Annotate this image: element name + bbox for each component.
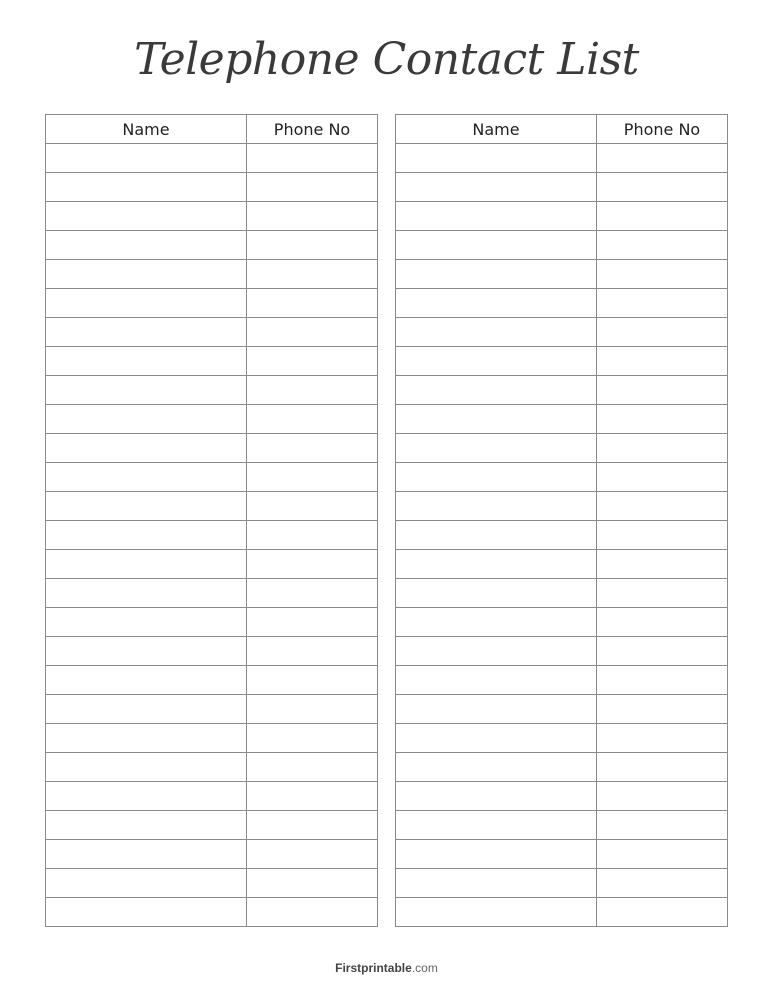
phone-cell[interactable]: [597, 840, 728, 869]
name-cell[interactable]: [46, 463, 247, 492]
name-cell[interactable]: [46, 898, 247, 927]
name-cell[interactable]: [396, 898, 597, 927]
phone-cell[interactable]: [247, 289, 378, 318]
table-row: [396, 463, 728, 492]
phone-cell[interactable]: [597, 782, 728, 811]
phone-cell[interactable]: [247, 753, 378, 782]
name-cell[interactable]: [396, 637, 597, 666]
table-row: [46, 492, 378, 521]
footer-brand: [0, 961, 773, 975]
table-row: [396, 260, 728, 289]
phone-cell[interactable]: [597, 463, 728, 492]
table-row: [396, 492, 728, 521]
table-body: [46, 144, 378, 927]
name-cell[interactable]: [46, 869, 247, 898]
name-cell[interactable]: [46, 144, 247, 173]
phone-cell[interactable]: [247, 666, 378, 695]
phone-column-header: Phone No: [597, 115, 728, 144]
phone-cell[interactable]: [597, 637, 728, 666]
phone-cell[interactable]: [247, 579, 378, 608]
table-row: [396, 144, 728, 173]
name-cell[interactable]: [46, 434, 247, 463]
name-cell[interactable]: [46, 782, 247, 811]
table-row: [46, 666, 378, 695]
phone-cell[interactable]: [247, 144, 378, 173]
phone-cell[interactable]: [597, 231, 728, 260]
phone-cell[interactable]: [597, 753, 728, 782]
name-cell[interactable]: [396, 173, 597, 202]
name-cell[interactable]: [396, 434, 597, 463]
table-row: [46, 840, 378, 869]
table-row: [46, 753, 378, 782]
phone-cell[interactable]: [597, 695, 728, 724]
table-row: [396, 753, 728, 782]
phone-cell[interactable]: [597, 405, 728, 434]
phone-cell[interactable]: [597, 521, 728, 550]
name-cell[interactable]: [396, 376, 597, 405]
name-cell[interactable]: [46, 550, 247, 579]
phone-cell[interactable]: [597, 724, 728, 753]
name-cell[interactable]: [46, 260, 247, 289]
phone-cell[interactable]: [597, 579, 728, 608]
table-row: [46, 173, 378, 202]
table-row: [46, 782, 378, 811]
table-row: [396, 202, 728, 231]
table-row: [46, 521, 378, 550]
name-cell[interactable]: [396, 550, 597, 579]
name-cell[interactable]: [396, 811, 597, 840]
phone-cell[interactable]: [247, 782, 378, 811]
header-row: [46, 115, 378, 144]
table-row: [396, 376, 728, 405]
phone-cell[interactable]: [247, 347, 378, 376]
name-cell[interactable]: [46, 608, 247, 637]
footer-brand-tld: .com: [411, 961, 438, 975]
name-cell[interactable]: [396, 724, 597, 753]
table-row: [396, 231, 728, 260]
phone-cell[interactable]: [247, 202, 378, 231]
table-row: [46, 318, 378, 347]
name-cell[interactable]: [396, 521, 597, 550]
phone-cell[interactable]: [597, 202, 728, 231]
name-cell[interactable]: [46, 173, 247, 202]
table-row: [396, 695, 728, 724]
name-cell[interactable]: [396, 666, 597, 695]
table-row: [46, 260, 378, 289]
phone-cell[interactable]: [247, 869, 378, 898]
name-cell[interactable]: [46, 521, 247, 550]
table-row: [396, 173, 728, 202]
table-row: [396, 724, 728, 753]
table-row: [396, 608, 728, 637]
name-cell[interactable]: [46, 231, 247, 260]
phone-cell[interactable]: [247, 637, 378, 666]
phone-cell[interactable]: [247, 434, 378, 463]
table-row: [396, 869, 728, 898]
table-row: [396, 405, 728, 434]
page-title: Telephone Contact List: [134, 34, 639, 85]
table-row: [46, 202, 378, 231]
table-row: [46, 376, 378, 405]
table-row: [396, 318, 728, 347]
table-row: [46, 347, 378, 376]
phone-cell[interactable]: [597, 289, 728, 318]
table-row: [396, 637, 728, 666]
phone-cell[interactable]: [247, 811, 378, 840]
footer-brand-name: Firstprintable: [335, 961, 412, 975]
table-row: [46, 898, 378, 927]
name-cell[interactable]: [396, 869, 597, 898]
table-row: [396, 434, 728, 463]
phone-cell[interactable]: [247, 550, 378, 579]
name-cell[interactable]: [396, 579, 597, 608]
name-cell[interactable]: [396, 318, 597, 347]
phone-cell[interactable]: [597, 811, 728, 840]
table-row: [396, 840, 728, 869]
phone-cell[interactable]: [247, 405, 378, 434]
name-cell[interactable]: [46, 318, 247, 347]
name-cell[interactable]: [396, 405, 597, 434]
table-row: [46, 289, 378, 318]
table-row: [46, 637, 378, 666]
table-row: [46, 231, 378, 260]
phone-cell[interactable]: [247, 173, 378, 202]
phone-cell[interactable]: [597, 550, 728, 579]
name-cell[interactable]: [396, 289, 597, 318]
phone-cell[interactable]: [597, 347, 728, 376]
table-row: [396, 289, 728, 318]
name-cell[interactable]: [396, 260, 597, 289]
table-row: [46, 550, 378, 579]
phone-cell[interactable]: [247, 231, 378, 260]
phone-cell[interactable]: [247, 463, 378, 492]
name-cell[interactable]: [396, 782, 597, 811]
phone-cell[interactable]: [597, 318, 728, 347]
phone-cell[interactable]: [597, 869, 728, 898]
phone-cell[interactable]: [247, 695, 378, 724]
name-cell[interactable]: [46, 347, 247, 376]
name-cell[interactable]: [46, 811, 247, 840]
name-cell[interactable]: [46, 753, 247, 782]
table-row: [396, 347, 728, 376]
table-row: [396, 579, 728, 608]
header-row: [396, 115, 728, 144]
phone-cell[interactable]: [247, 608, 378, 637]
name-cell[interactable]: [46, 840, 247, 869]
phone-cell[interactable]: [597, 666, 728, 695]
phone-cell[interactable]: [597, 260, 728, 289]
table-row: [46, 811, 378, 840]
phone-column-header: Phone No: [247, 115, 378, 144]
phone-cell[interactable]: [247, 521, 378, 550]
table-row: [396, 521, 728, 550]
name-cell[interactable]: [396, 608, 597, 637]
phone-cell[interactable]: [247, 260, 378, 289]
phone-cell[interactable]: [597, 376, 728, 405]
phone-cell[interactable]: [597, 144, 728, 173]
phone-cell[interactable]: [597, 898, 728, 927]
table-row: [46, 869, 378, 898]
contact-table-left: [45, 114, 378, 927]
name-cell[interactable]: [396, 231, 597, 260]
table-row: [46, 579, 378, 608]
name-cell[interactable]: [46, 405, 247, 434]
name-cell[interactable]: [46, 666, 247, 695]
table-body: [396, 144, 728, 927]
name-cell[interactable]: [46, 289, 247, 318]
phone-cell[interactable]: [247, 492, 378, 521]
table-row: [46, 144, 378, 173]
name-cell[interactable]: [46, 724, 247, 753]
phone-cell[interactable]: [597, 608, 728, 637]
phone-cell[interactable]: [597, 492, 728, 521]
name-cell[interactable]: [396, 753, 597, 782]
name-column-header: Name: [396, 115, 597, 144]
table-row: [396, 550, 728, 579]
name-column-header: Name: [46, 115, 247, 144]
name-cell[interactable]: [46, 492, 247, 521]
contact-table-right: [395, 114, 728, 927]
phone-cell[interactable]: [247, 840, 378, 869]
name-cell[interactable]: [46, 376, 247, 405]
phone-cell[interactable]: [597, 434, 728, 463]
name-cell[interactable]: [46, 579, 247, 608]
table-row: [46, 405, 378, 434]
phone-cell[interactable]: [247, 724, 378, 753]
name-cell[interactable]: [46, 202, 247, 231]
name-cell[interactable]: [396, 840, 597, 869]
name-cell[interactable]: [46, 637, 247, 666]
name-cell[interactable]: [396, 492, 597, 521]
table-row: [396, 898, 728, 927]
name-cell[interactable]: [46, 695, 247, 724]
phone-cell[interactable]: [247, 898, 378, 927]
name-cell[interactable]: [396, 463, 597, 492]
table-row: [396, 782, 728, 811]
name-cell[interactable]: [396, 695, 597, 724]
phone-cell[interactable]: [597, 173, 728, 202]
table-row: [46, 463, 378, 492]
table-row: [46, 724, 378, 753]
table-row: [46, 608, 378, 637]
table-row: [396, 666, 728, 695]
table-row: [46, 434, 378, 463]
name-cell[interactable]: [396, 347, 597, 376]
phone-cell[interactable]: [247, 376, 378, 405]
table-row: [396, 811, 728, 840]
name-cell[interactable]: [396, 144, 597, 173]
phone-cell[interactable]: [247, 318, 378, 347]
table-row: [46, 695, 378, 724]
name-cell[interactable]: [396, 202, 597, 231]
